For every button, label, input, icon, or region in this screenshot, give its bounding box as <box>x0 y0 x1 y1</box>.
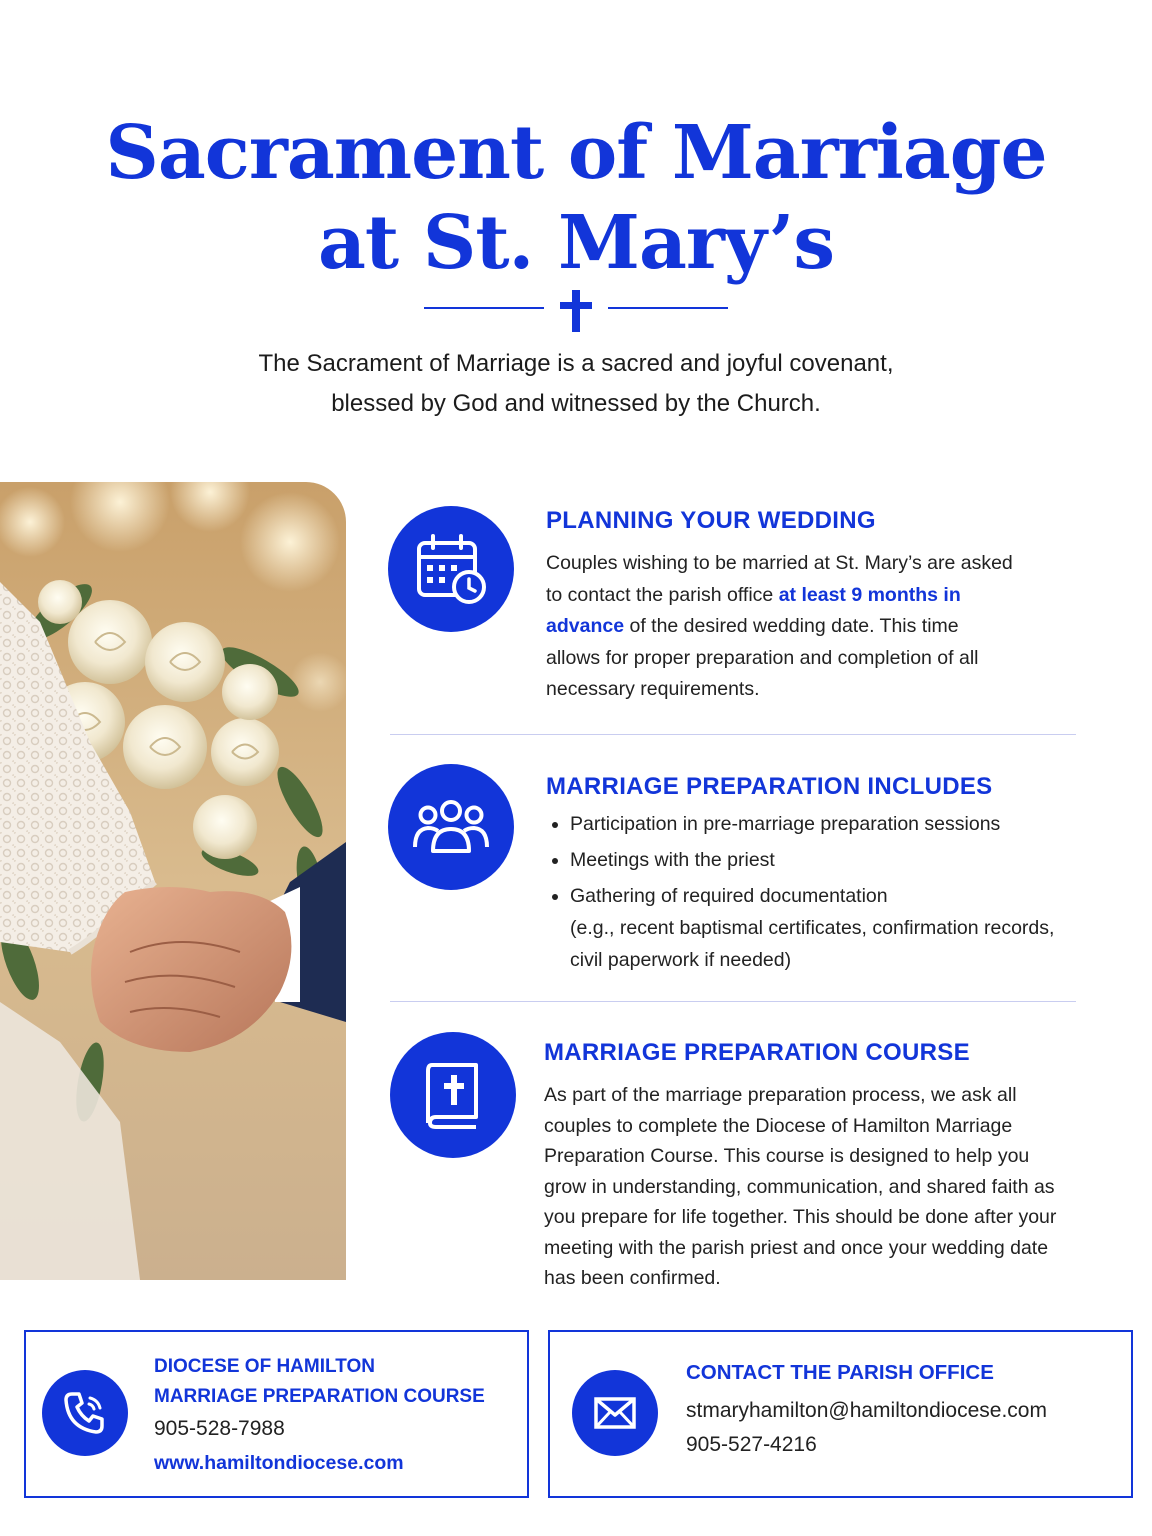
diocese-contact-body <box>154 1352 485 1480</box>
planning-text-after: of the desired wedding date. This time allows for proper preparation and completion of all necessary requirements. <box>546 615 979 700</box>
diocese-phone[interactable]: 905-528-7988 <box>154 1417 285 1440</box>
planning-title: PLANNING YOUR WEDDING <box>546 507 876 534</box>
list-item: • Meetings with the priest <box>570 844 1076 876</box>
list-item: • Participation in pre-marriage preparation sessions <box>570 808 1076 840</box>
cross-divider-icon <box>420 286 732 334</box>
people-group-icon <box>388 764 514 890</box>
title-line-1: Sacrament of Marriage <box>105 110 1047 196</box>
envelope-icon <box>572 1370 658 1456</box>
section-separator <box>390 1001 1076 1002</box>
intro-line-2: blessed by God and witnessed by the Church. <box>331 390 821 417</box>
course-body <box>544 1038 1074 1294</box>
course-title: MARRIAGE PREPARATION COURSE <box>544 1039 970 1066</box>
diocese-title <box>154 1352 485 1412</box>
list-item-text: Gathering of required documentation <box>570 885 888 907</box>
planning-text-before: Couples wishing to be married at St. Mary’s are asked to contact the parish office <box>546 552 1013 606</box>
diocese-title-line-1: DIOCESE OF HAMILTON <box>154 1356 375 1377</box>
diocese-website-link[interactable]: www.hamiltondiocese.com <box>154 1452 404 1474</box>
parish-contact-body <box>686 1358 1047 1462</box>
diocese-contact-box <box>24 1330 529 1498</box>
wedding-bouquet-photo <box>0 482 346 1280</box>
planning-highlight: at least 9 months in advance <box>546 583 961 637</box>
parish-title: CONTACT THE PARISH OFFICE <box>686 1361 994 1384</box>
bible-cross-icon <box>390 1032 516 1158</box>
planning-body <box>546 506 1076 706</box>
course-text: As part of the marriage preparation process, we ask all couples to complete the Diocese of Hamilton Marriage Preparation Course. This course is designed to help you grow in understanding, communication, and shared faith as you prepare for life together. This should be done after your meeting with the parish priest and once your wedding date has been confirmed. <box>544 1084 1057 1289</box>
planning-text <box>546 548 1016 706</box>
preparation-title: MARRIAGE PREPARATION INCLUDES <box>546 773 993 800</box>
title-line-2: at St. Mary’s <box>317 200 835 286</box>
page-title <box>0 108 1152 288</box>
section-separator <box>390 734 1076 735</box>
list-item-detail: (e.g., recent baptismal certificates, confirmation records, civil paperwork if needed) <box>570 917 1055 971</box>
calendar-clock-icon <box>388 506 514 632</box>
preparation-list <box>546 808 1076 976</box>
phone-icon <box>42 1370 128 1456</box>
list-item <box>570 880 1076 976</box>
parish-contact-box <box>548 1330 1133 1498</box>
parish-phone[interactable]: 905-527-4216 <box>686 1433 817 1456</box>
parish-email-link[interactable]: stmaryhamilton@hamiltondiocese.com <box>686 1399 1047 1422</box>
diocese-title-line-2: MARRIAGE PREPARATION COURSE <box>154 1386 485 1407</box>
intro-text <box>0 344 1152 424</box>
intro-line-1: The Sacrament of Marriage is a sacred and joyful covenant, <box>258 350 894 377</box>
preparation-body <box>546 772 1076 980</box>
